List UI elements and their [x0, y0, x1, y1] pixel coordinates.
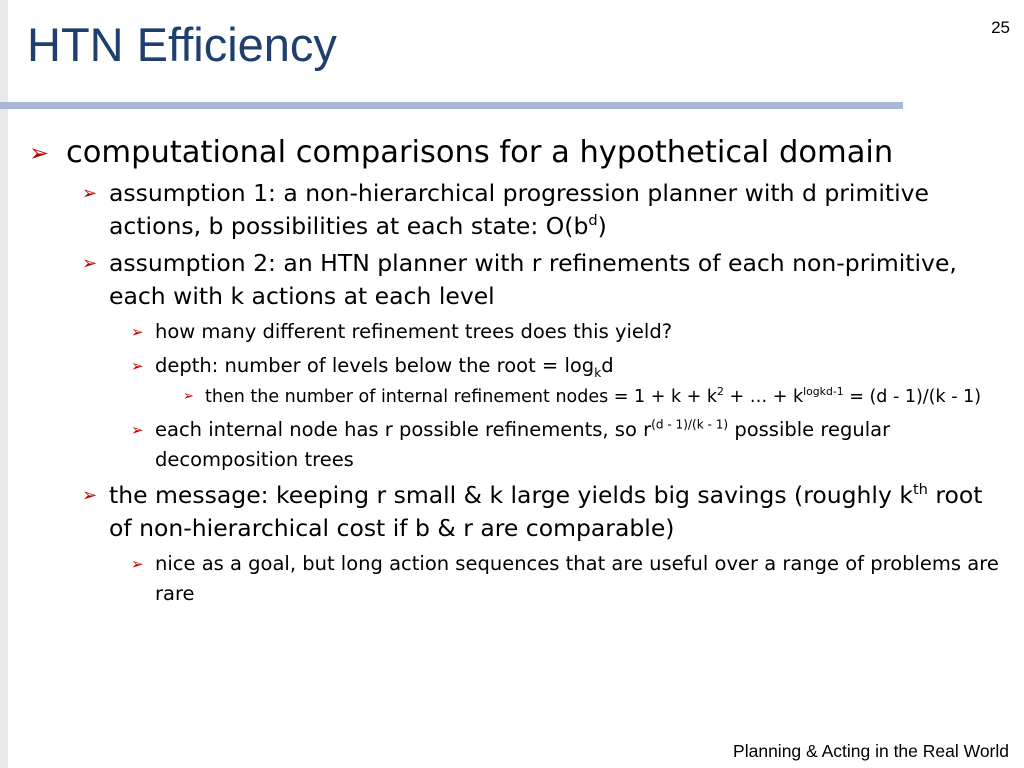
arrow-bullet-icon: ➢: [183, 389, 194, 404]
superscript: 2: [717, 385, 724, 399]
bullet-text-tail: possible regular decomposition trees: [155, 418, 891, 471]
bullet-text: computational comparisons for a hypothetical domain: [66, 135, 894, 170]
slide-footer: Planning & Acting in the Real World: [733, 741, 1009, 761]
bullet-text-tail: root of non-hierarchical cost if b & r are comparable): [109, 481, 983, 542]
bullet-text-tail: d: [601, 354, 614, 377]
arrow-bullet-icon: ➢: [82, 253, 98, 274]
bullet-text: assumption 2: an HTN planner with r refinements of each non-primitive, each with k actions at each level: [109, 249, 957, 310]
bullet-level1-comparisons: [0, 133, 1000, 173]
bullet-text: then the number of internal refinement nodes = 1 + k + k: [205, 387, 718, 407]
bullet-level3-internal-node-refinements: [0, 415, 1000, 475]
arrow-bullet-icon: ➢: [29, 139, 50, 167]
superscript: d: [588, 212, 598, 230]
bullet-text-tail: = (d - 1)/(k - 1): [843, 387, 982, 407]
bullet-text: nice as a goal, but long action sequences that are useful over a range of problems are rare: [155, 552, 999, 605]
arrow-bullet-icon: ➢: [131, 555, 144, 573]
bullet-level3-refinement-trees: [0, 317, 1000, 347]
arrow-bullet-icon: ➢: [131, 357, 144, 375]
bullet-text-middle: + … + k: [723, 387, 804, 407]
bullet-level3-nice-as-goal: [0, 549, 1000, 609]
arrow-bullet-icon: ➢: [131, 421, 144, 439]
bullet-level2-assumption2: [0, 247, 1000, 313]
bullet-text: how many different refinement trees does this yield?: [155, 320, 673, 343]
superscript: logkd-1: [803, 385, 844, 399]
title-underline-rule: [0, 102, 903, 109]
bullet-text: each internal node has r possible refinements, so r: [155, 418, 652, 441]
bullet-list: [0, 133, 1000, 609]
bullet-text: the message: keeping r small & k large yields big savings (roughly k: [109, 481, 913, 509]
arrow-bullet-icon: ➢: [131, 323, 144, 341]
arrow-bullet-icon: ➢: [82, 485, 98, 506]
slide-title: HTN Efficiency: [27, 18, 337, 71]
bullet-level4-internal-nodes: [0, 383, 1000, 411]
superscript: (d - 1)/(k - 1): [651, 417, 729, 432]
bullet-level3-depth: [0, 351, 1000, 381]
bullet-level2-assumption1: [0, 177, 1000, 243]
bullet-level2-message: [0, 479, 1000, 545]
arrow-bullet-icon: ➢: [82, 183, 98, 204]
slide-number: 25: [991, 18, 1010, 37]
bullet-text-tail: ): [597, 212, 607, 240]
superscript: th: [912, 481, 928, 499]
subscript: k: [594, 365, 602, 380]
bullet-text: depth: number of levels below the root = log: [155, 354, 595, 377]
bullet-text: assumption 1: a non-hierarchical progression planner with d primitive actions, b possibilities at each state: O(b: [109, 179, 929, 240]
